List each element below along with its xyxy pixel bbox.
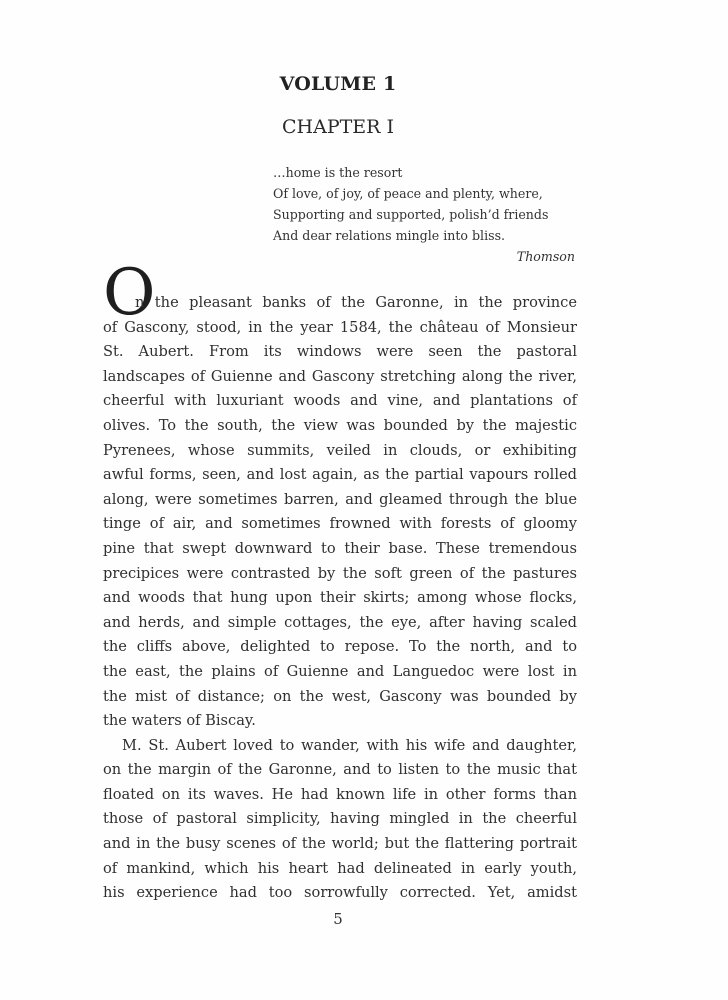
epigraph xyxy=(273,162,575,267)
text-line: of Gascony, stood, in the year 1584, the château of Monsieur xyxy=(103,318,577,336)
text-line: of mankind, which his heart had delineated in early youth, xyxy=(103,859,577,877)
body-text xyxy=(103,291,577,906)
text-line: pine that swept downward to their base. These tremendous xyxy=(103,539,577,557)
epigraph-line: …home is the resort xyxy=(273,165,403,180)
epigraph-line: Of love, of joy, of peace and plenty, where, xyxy=(273,186,543,201)
text-line: and in the busy scenes of the world; but the flattering portrait xyxy=(103,835,577,853)
text-line: the east, the plains of Guienne and Languedoc were lost in xyxy=(103,662,577,680)
text-line: and woods that hung upon their skirts; among whose flocks, xyxy=(103,589,577,607)
epigraph-line: And dear relations mingle into bliss. xyxy=(273,228,506,243)
text-line: Pyrenees, whose summits, veiled in clouds, or exhibiting xyxy=(103,441,577,459)
text-line: olives. To the south, the view was bounded by the majestic xyxy=(103,416,577,434)
text-line: M. St. Aubert loved to wander, with his wife and daughter, xyxy=(122,736,577,754)
text-line: St. Aubert. From its windows were seen the pastoral xyxy=(103,343,577,361)
epigraph-line: Supporting and supported, polish’d friends xyxy=(273,207,549,222)
text-line: those of pastoral simplicity, having mingled in the cheerful xyxy=(103,810,577,828)
text-line: on the margin of the Garonne, and to listen to the music that xyxy=(103,761,577,779)
chapter-title: CHAPTER I xyxy=(281,116,394,138)
text-line: the mist of distance; on the west, Gascony was bounded by xyxy=(103,687,577,705)
text-line: his experience had too sorrowfully corrected. Yet, amidst xyxy=(103,884,577,902)
text-line: the waters of Biscay. xyxy=(103,712,256,730)
drop-cap: O xyxy=(103,256,156,330)
volume-title: VOLUME 1 xyxy=(279,73,397,95)
text-line: landscapes of Guienne and Gascony stretching along the river, xyxy=(103,367,577,385)
text-line: and herds, and simple cottages, the eye, after having scaled xyxy=(103,613,577,631)
text-line: precipices were contrasted by the soft green of the pastures xyxy=(103,564,577,582)
page-number: 5 xyxy=(333,910,343,928)
text-line: n the pleasant banks of the Garonne, in the province xyxy=(135,294,577,311)
text-line: floated on its waves. He had known life in other forms than xyxy=(103,785,577,803)
text-line: awful forms, seen, and lost again, as the partial vapours rolled xyxy=(103,466,577,484)
text-line: the cliffs above, delighted to repose. To the north, and to xyxy=(103,638,577,656)
text-line: cheerful with luxuriant woods and vine, and plantations of xyxy=(103,392,577,410)
epigraph-attribution: Thomson xyxy=(516,249,575,264)
text-line: along, were sometimes barren, and gleamed through the blue xyxy=(103,490,577,508)
text-line: tinge of air, and sometimes frowned with forests of gloomy xyxy=(103,515,577,533)
